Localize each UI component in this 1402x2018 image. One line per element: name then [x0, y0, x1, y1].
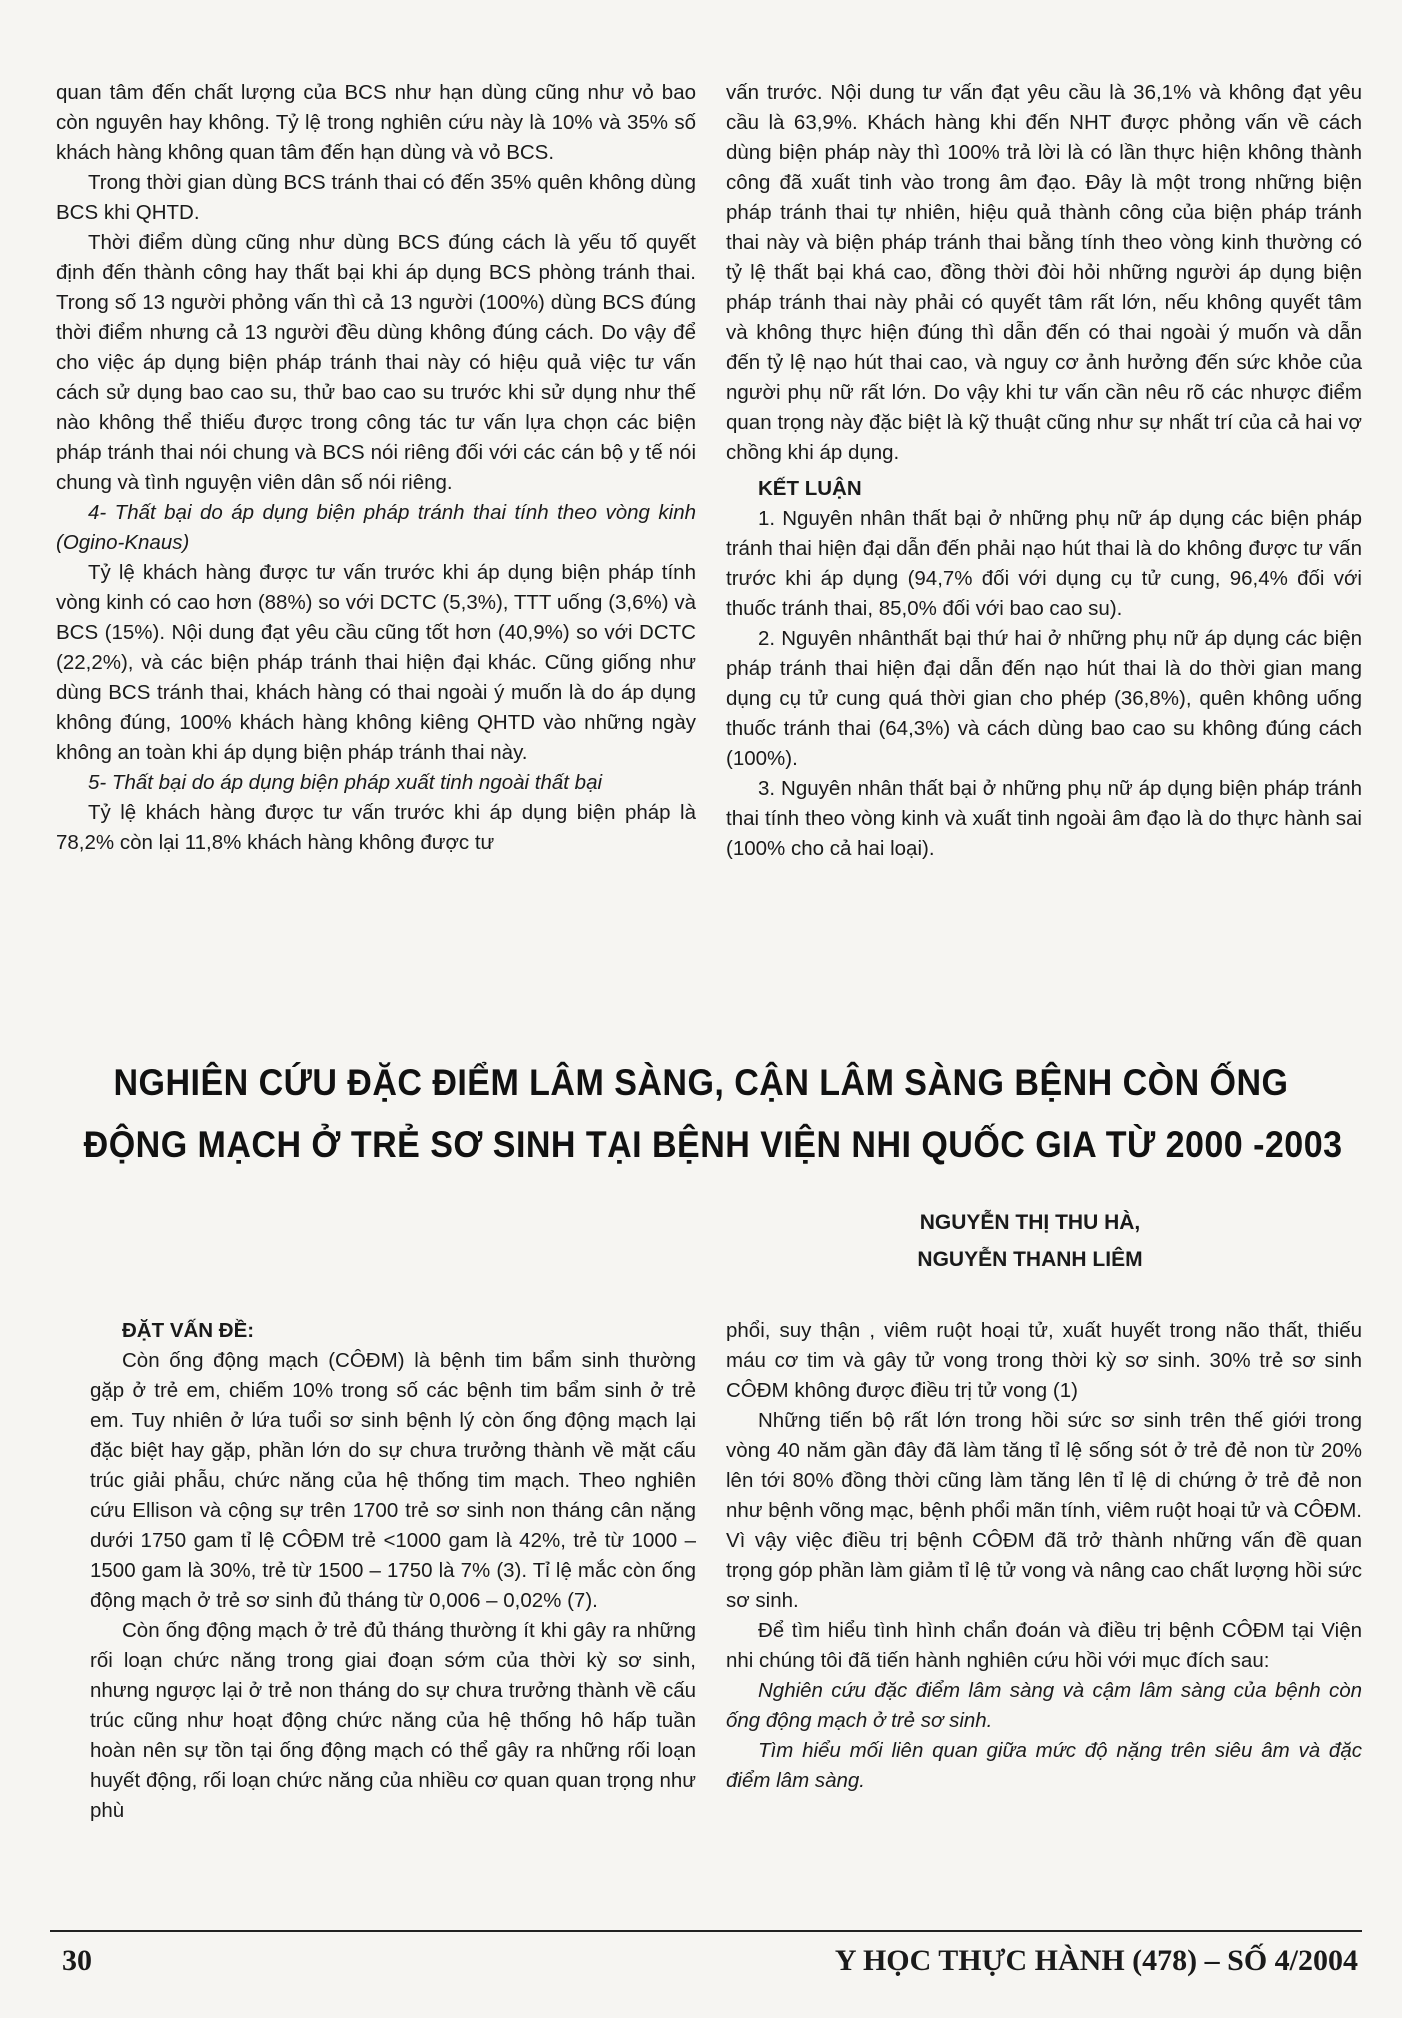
paragraph: quan tâm đến chất lượng của BCS như hạn dùng cũng như vỏ bao còn nguyên hay không. Tỷ lệ trong nghiên cứu này là 10% và 35% số khách hàng không quan tâm đến hạn dùng và vỏ BCS. [56, 81, 696, 164]
title-line: NGHIÊN CỨU ĐẶC ĐIỂM LÂM SÀNG, CẬN LÂM SÀNG BỆNH CÒN ỐNG [113, 1062, 1289, 1103]
author-name: NGUYỄN THANH LIÊM [917, 1248, 1143, 1271]
subheading: 5- Thất bại do áp dụng biện pháp xuất tinh ngoài thất bại [88, 771, 603, 794]
paragraph: Còn ống động mạch ở trẻ đủ tháng thường ít khi gây ra những rối loạn chức năng trong giai đoạn sớm của thời kỳ sơ sinh, nhưng ngược lại ở trẻ non tháng do sự chưa trưởng thành về cấu trúc cũng như hoạt động chức năng của hệ thống hô hấp tuần hoàn nên sự tồn tại ống động mạch có thể gây ra những rối loạn huyết động, rối loạn chức năng của nhiều cơ quan quan trọng như phù [90, 1619, 696, 1822]
author-name: NGUYỄN THỊ THU HÀ, [919, 1211, 1141, 1234]
title-line: ĐỘNG MẠCH Ở TRẺ SƠ SINH TẠI BỆNH VIỆN NHI QUỐC GIA TỪ 2000 -2003 [83, 1124, 1343, 1165]
authors [780, 1204, 1280, 1278]
footer-rule [50, 1930, 1362, 1932]
bottom-right-column [726, 1316, 1362, 1796]
paragraph: Còn ống động mạch (CÔĐM) là bệnh tim bẩm sinh thường gặp ở trẻ em, chiếm 10% trong số các bệnh tim bẩm sinh ở trẻ em. Tuy nhiên ở lứa tuổi sơ sinh bệnh lý còn ống động mạch lại đặc biệt hay gặp, phần lớn do sự chưa trưởng thành về mặt cấu trúc giải phẫu, chức năng của hệ thống tim mạch. Theo nghiên cứu Ellison và cộng sự trên 1700 trẻ sơ sinh non tháng cân nặng dưới 1750 gam tỉ lệ CÔĐM trẻ <1000 gam là 42%, trẻ từ 1000 – 1500 gam là 30%, trẻ từ 1500 – 1750 là 7% (3). Tỉ lệ mắc còn ống động mạch ở trẻ sơ sinh đủ tháng từ 0,006 – 0,02% (7). [90, 1349, 696, 1612]
paragraph: 3. Nguyên nhân thất bại ở những phụ nữ áp dụng biện pháp tránh thai tính theo vòng kinh và xuất tinh ngoài âm đạo là do thực hành sai (100% cho cả hai loại). [726, 777, 1362, 860]
paragraph: 1. Nguyên nhân thất bại ở những phụ nữ áp dụng các biện pháp tránh thai hiện đại dẫn đến phải nạo hút thai là do không được tư vấn trước khi áp dụng (94,7% đối với dụng cụ tử cung, 96,4% đối với thuốc tránh thai, 85,0% đối với bao cao su). [726, 507, 1362, 620]
section-heading: ĐẶT VẤN ĐỀ: [122, 1319, 255, 1342]
objective: Nghiên cứu đặc điểm lâm sàng và cậm lâm sàng của bệnh còn ống động mạch ở trẻ sơ sinh. [726, 1679, 1362, 1732]
paragraph: Trong thời gian dùng BCS tránh thai có đến 35% quên không dùng BCS khi QHTD. [56, 171, 696, 224]
top-left-column [56, 78, 696, 858]
bottom-left-column [90, 1316, 696, 1826]
section-heading: KẾT LUẬN [758, 477, 862, 500]
article-title [83, 1052, 1343, 1176]
subheading: 4- Thất bại do áp dụng biện pháp tránh thai tính theo vòng kinh (Ogino-Knaus) [56, 501, 696, 554]
paragraph: Để tìm hiểu tình hình chẩn đoán và điều trị bệnh CÔĐM tại Viện nhi chúng tôi đã tiến hành nghiên cứu hồi với mục đích sau: [726, 1619, 1362, 1672]
top-right-column [726, 78, 1362, 864]
paragraph: 2. Nguyên nhânthất bại thứ hai ở những phụ nữ áp dụng các biện pháp tránh thai hiện đại dẫn đến nạo hút thai là do thời gian mang dụng cụ tử cung quá thời gian cho phép (36,8%), quên không uống thuốc tránh thai (64,3%) và cách dùng bao cao su không đúng cách (100%). [726, 627, 1362, 770]
paragraph: Những tiến bộ rất lớn trong hồi sức sơ sinh trên thế giới trong vòng 40 năm gần đây đã làm tăng tỉ lệ sống sót ở trẻ đẻ non từ 20% lên tới 80% đồng thời cũng làm tăng lên tỉ lệ di chứng ở trẻ đẻ non như bệnh võng mạc, bệnh phổi mãn tính, viêm ruột hoại tử và CÔĐM. Vì vậy việc điều trị bệnh CÔĐM đã trở thành những vấn đề quan trọng góp phần làm giảm tỉ lệ tử vong và nâng cao chất lượng hồi sức sơ sinh. [726, 1409, 1362, 1612]
paragraph: phổi, suy thận , viêm ruột hoại tử, xuất huyết trong não thất, thiếu máu cơ tim và gây tử vong trong thời kỳ sơ sinh. 30% trẻ sơ sinh CÔĐM không được điều trị tử vong (1) [726, 1319, 1362, 1402]
journal-name: Y HỌC THỰC HÀNH (478) – SỐ 4/2004 [834, 1944, 1358, 1977]
paragraph: Tỷ lệ khách hàng được tư vấn trước khi áp dụng biện pháp là 78,2% còn lại 11,8% khách hàng không được tư [56, 801, 696, 854]
paragraph: Tỷ lệ khách hàng được tư vấn trước khi áp dụng biện pháp tính vòng kinh có cao hơn (88%) so với DCTC (5,3%), TTT uống (3,6%) và BCS (15%). Nội dung đạt yêu cầu cũng tốt hơn (40,9%) so với DCTC (22,2%), và các biện pháp tránh thai hiện đại khác. Cũng giống như dùng BCS tránh thai, khách hàng có thai ngoài ý muốn là do áp dụng không đúng, 100% khách hàng không kiêng QHTD vào những ngày không an toàn khi áp dụng biện pháp tránh thai này. [56, 561, 696, 764]
paragraph: Thời điểm dùng cũng như dùng BCS đúng cách là yếu tố quyết định đến thành công hay thất bại khi áp dụng BCS phòng tránh thai. Trong số 13 người phỏng vấn thì cả 13 người (100%) dùng BCS đúng thời điểm nhưng cả 13 người đều dùng không đúng cách. Do vậy để cho việc áp dụng biện pháp tránh thai này có hiệu quả việc tư vấn cách sử dụng bao cao su, thử bao cao su trước khi sử dụng như thế nào không thể thiếu được trong công tác tư vấn lựa chọn các biện pháp tránh thai nói chung và BCS nói riêng đối với các cán bộ y tế nói chung và tình nguyện viên dân số nói riêng. [56, 231, 696, 494]
page-number: 30 [62, 1944, 92, 1977]
objective: Tìm hiểu mối liên quan giữa mức độ nặng trên siêu âm và đặc điểm lâm sàng. [726, 1739, 1362, 1792]
paragraph: vấn trước. Nội dung tư vấn đạt yêu cầu là 36,1% và không đạt yêu cầu là 63,9%. Khách hàng khi đến NHT được phỏng vấn về cách dùng biện pháp này thì 100% trả lời là có lần thực hiện không thành công đã xuất tinh vào trong âm đạo. Đây là một trong những biện pháp tránh thai tự nhiên, hiệu quả thành công của biện pháp tránh thai này và biện pháp tránh thai bằng tính theo vòng kinh thường có tỷ lệ thất bại khá cao, đồng thời đòi hỏi những người áp dụng biện pháp tránh thai này phải có quyết tâm rất lớn, nếu không quyết tâm và không thực hiện đúng thì dẫn đến có thai ngoài ý muốn và dẫn đến tỷ lệ nạo hút thai cao, và nguy cơ ảnh hưởng đến sức khỏe của người phụ nữ rất lớn. Do vậy khi tư vấn cần nêu rõ các nhược điểm quan trọng này đặc biệt là kỹ thuật cũng như sự nhất trí của cả hai vợ chồng khi áp dụng. [726, 81, 1362, 464]
